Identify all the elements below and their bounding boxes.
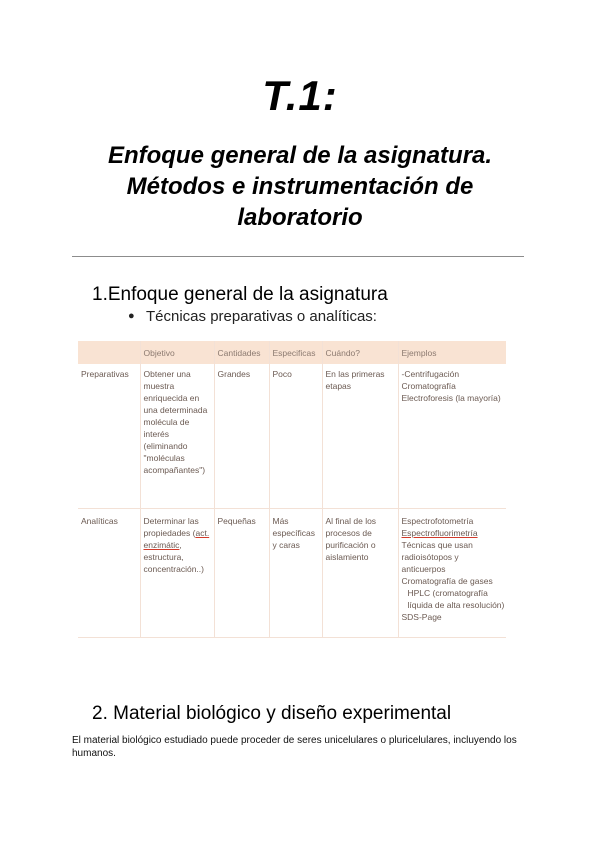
example-item: SDS-Page xyxy=(401,612,442,622)
cell-cuando: Al final de los procesos de purificación o aislamiento xyxy=(322,509,398,638)
cell-objetivo xyxy=(140,509,214,638)
example-item: -Centrifugación xyxy=(401,369,460,379)
subtitle-line: Métodos e instrumentación de xyxy=(126,173,474,200)
example-item: Espectrofluorimetría xyxy=(401,528,478,538)
page-title: T.1: xyxy=(262,72,338,119)
table-header-cell: Objetivo xyxy=(140,341,214,364)
table-header-cell: Ejemplos xyxy=(398,341,506,364)
cell-ejemplos xyxy=(398,364,506,509)
table-row xyxy=(78,364,506,509)
cell-cantidades: Grandes xyxy=(214,364,269,509)
section-heading-2: 2. Material biológico y diseño experimental xyxy=(92,703,452,724)
objetivo-text: Determinar las propiedades ( xyxy=(143,516,199,538)
example-item: HPLC (cromatografía líquida de alta resolución) xyxy=(407,588,505,610)
table-header-cell: Cantidades xyxy=(214,341,269,364)
objetivo-underlined-text: act. enzimátic xyxy=(143,528,210,550)
subtitle-line: Enfoque general de la asignatura. xyxy=(107,142,493,169)
subtitle-line: laboratorio xyxy=(237,204,363,231)
table-header-cell xyxy=(78,341,140,364)
objetivo-text: , estructura, concentración..) xyxy=(143,540,204,574)
example-item: Electroforesis (la mayoría) xyxy=(401,393,501,403)
section-heading-1: 1.Enfoque general de la asignatura xyxy=(92,284,388,305)
example-item: Cromatografía de gases xyxy=(401,576,493,586)
cell-cantidades: Pequeñas xyxy=(214,509,269,638)
cell-ejemplos xyxy=(398,509,506,638)
cell-especificas: Poco xyxy=(269,364,322,509)
example-item: Técnicas que usan radioisótopos y anticuerpos xyxy=(401,540,473,574)
bullet-text: Técnicas preparativas o analíticas: xyxy=(146,308,377,325)
techniques-table-image xyxy=(78,341,506,656)
body-paragraph: El material biológico estudiado puede proceder de seres unicelulares o pluricelulares, incluyendo los humanos. xyxy=(72,735,517,759)
document-subtitle xyxy=(70,140,530,233)
horizontal-divider xyxy=(72,256,524,257)
row-label: Preparativas xyxy=(78,364,140,509)
table-header-cell: Especificas xyxy=(269,341,322,364)
row-label: Analíticas xyxy=(78,509,140,638)
table-header-cell: Cuándo? xyxy=(322,341,398,364)
example-item: Espectrofotometría xyxy=(401,516,474,526)
table-row xyxy=(78,509,506,638)
bullet-item xyxy=(128,308,377,325)
bullet-icon: ● xyxy=(128,310,135,322)
cell-cuando: En las primeras etapas xyxy=(322,364,398,509)
techniques-table xyxy=(78,341,506,638)
cell-objetivo: Obtener una muestra enriquecida en una determinada molécula de interés (eliminando "moléculas acompañantes") xyxy=(140,364,214,509)
cell-especificas: Más específicas y caras xyxy=(269,509,322,638)
example-item: Cromatografía xyxy=(401,381,456,391)
table-header-row xyxy=(78,341,506,364)
